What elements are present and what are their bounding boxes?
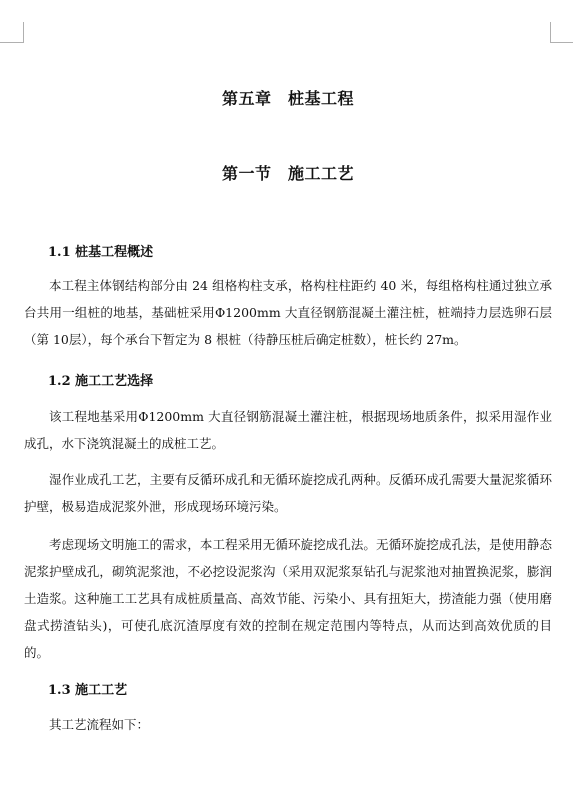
heading-1-3: 1.3 施工工艺 <box>48 683 128 698</box>
paragraph-selection-1: 该工程地基采用Φ1200mm 大直径钢筋混凝土灌注桩，根据现场地质条件，拟采用湿作业成孔，水下浇筑混凝土的成桩工艺。 <box>24 409 552 451</box>
paragraph-selection-2: 湿作业成孔工艺，主要有反循环成孔和无循环旋挖成孔两种。反循环成孔需要大量泥浆循环护壁，极易造成泥浆外泄，形成现场环境污染。 <box>24 472 552 514</box>
heading-1-2: 1.2 施工工艺选择 <box>48 374 154 389</box>
paragraph-process: 其工艺流程如下： <box>49 717 150 732</box>
paragraph-selection-3: 考虑现场文明施工的需求，本工程采用无循环旋挖成孔法。无循环旋挖成孔法，是使用静态泥浆护壁成孔，砌筑泥浆池，不必挖设泥浆沟（采用双泥浆泵钻孔与泥浆池对抽置换泥浆，膨润土造浆。这种施工工艺具有成桩质量高、高效节能、污染小、具有扭矩大，捞渣能力强（使用磨盘式捞渣钻头)，可使孔底沉渣厚度有效的控制在规定范围内等特点，从而达到高效优质的目的。 <box>24 537 552 660</box>
paragraph-overview: 本工程主体钢结构部分由 24 组格构柱支承，格构柱柱距约 40 米，每组格构柱通过独立承台共用一组桩的地基，基础桩采用Φ1200mm 大直径钢筋混凝土灌注桩，桩端持力层选卵石层（第 10层），每个承台下暂定为 8 根桩（待静压桩后确定桩数），桩长约 27m。 <box>24 278 552 347</box>
chapter-title: 第五章 桩基工程 <box>221 89 354 108</box>
section-title: 第一节 施工工艺 <box>221 164 354 183</box>
heading-1-1: 1.1 桩基工程概述 <box>48 245 154 260</box>
